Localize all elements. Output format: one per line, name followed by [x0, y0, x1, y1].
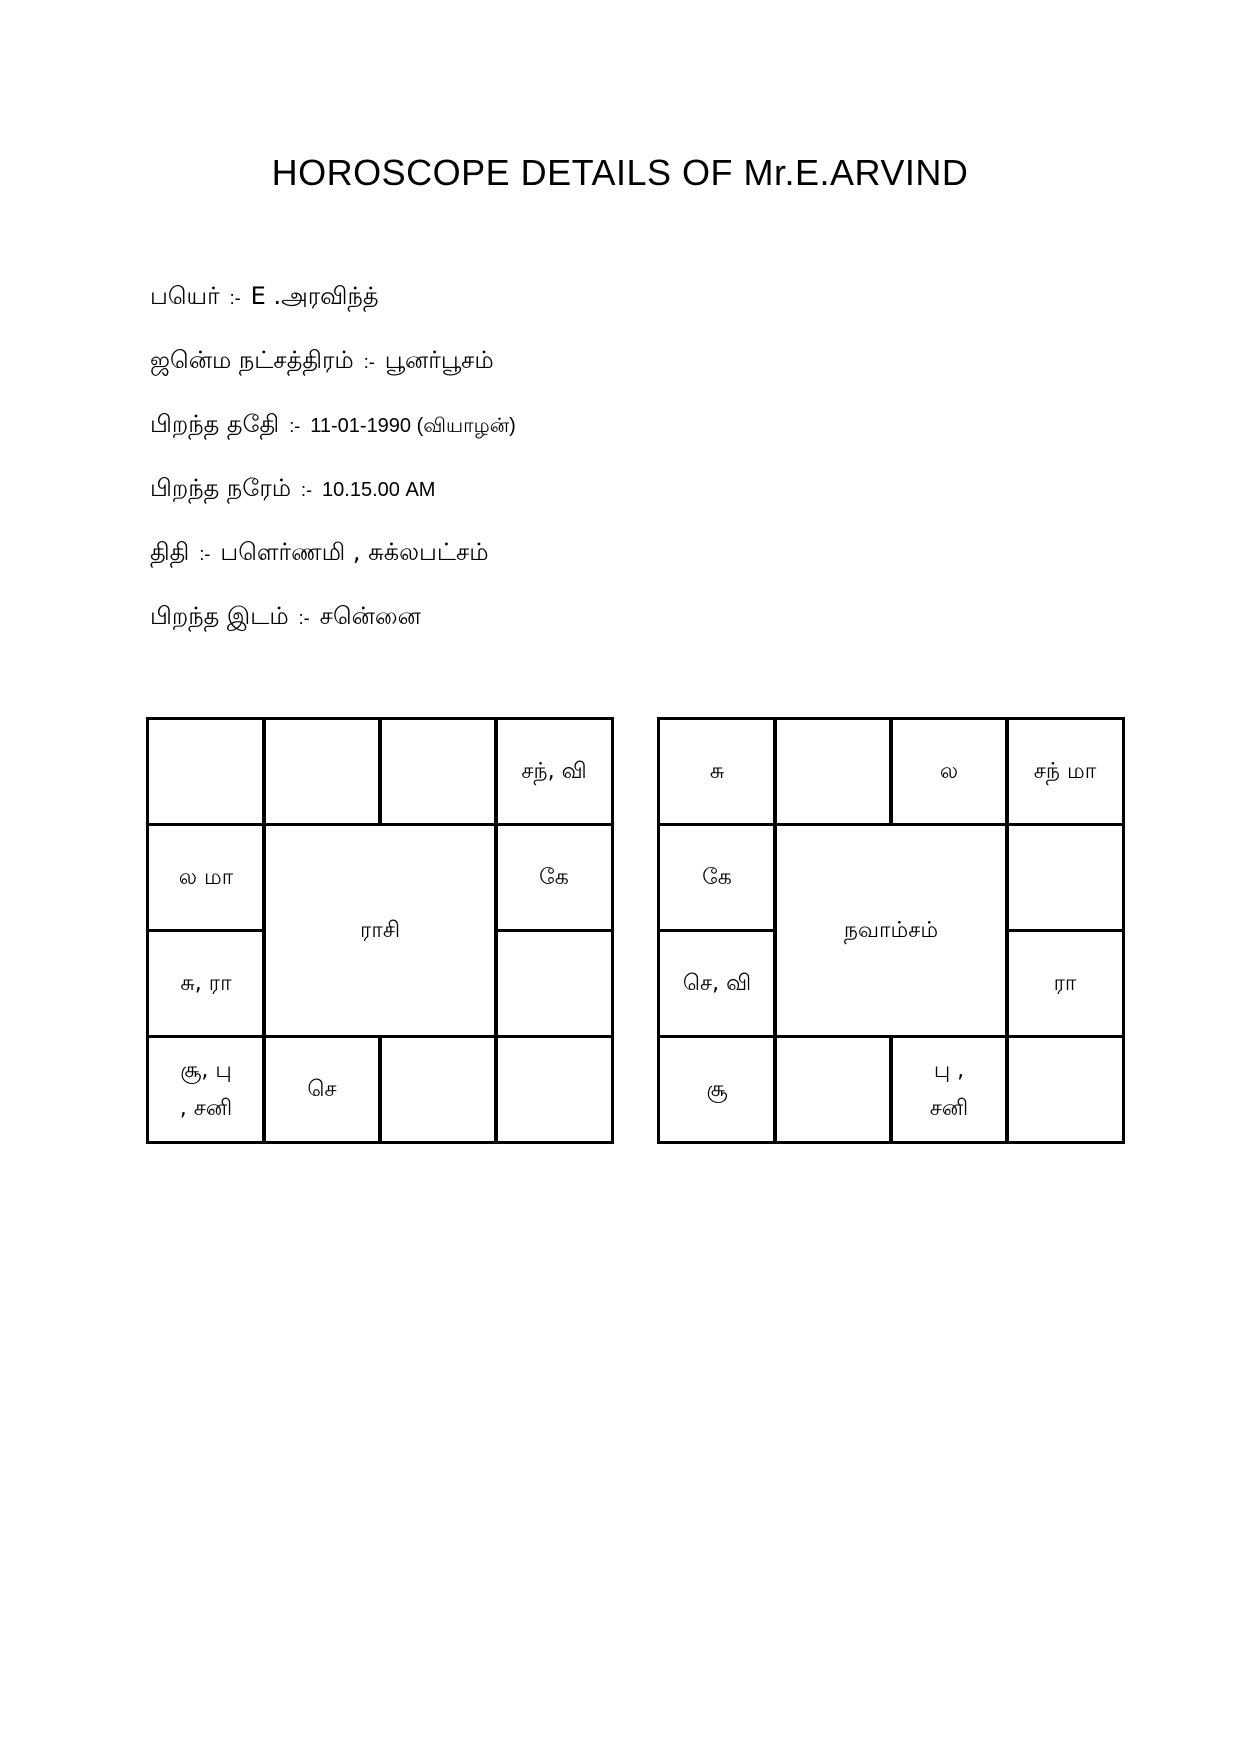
detail-thithi-row	[150, 536, 516, 600]
navamsam-house-cell: செ, வி	[657, 929, 777, 1038]
navamsam-chart	[657, 717, 1125, 1144]
detail-separator: :-	[363, 352, 375, 372]
rasi-house-cell: சூ, பு , சனி	[146, 1035, 266, 1144]
detail-star-row	[150, 344, 516, 408]
page-title: HOROSCOPE DETAILS OF Mr.E.ARVIND	[271, 152, 969, 193]
navamsam-house-cell: ல	[889, 717, 1009, 826]
navamsam-house-cell: பு , சனி	[889, 1035, 1009, 1144]
rasi-house-cell	[262, 717, 382, 826]
detail-value: சனெ்னை	[319, 602, 421, 630]
navamsam-house-cell: சூ	[657, 1035, 777, 1144]
rasi-house-cell: சந், வி	[494, 717, 614, 826]
detail-label: பிறந்த இடம்	[150, 602, 289, 630]
detail-value: பூனர்பூசம்	[384, 346, 494, 374]
detail-separator: :-	[289, 416, 301, 436]
rasi-house-cell: கே	[494, 823, 614, 932]
rasi-house-cell	[146, 717, 266, 826]
rasi-house-cell	[378, 717, 498, 826]
navamsam-house-cell: கே	[657, 823, 777, 932]
detail-label: பிறந்த நரேம்	[150, 474, 292, 502]
rasi-house-cell: செ	[262, 1035, 382, 1144]
detail-name-row	[150, 280, 516, 344]
rasi-house-cell	[378, 1035, 498, 1144]
navamsam-house-cell	[773, 717, 893, 826]
detail-label: பிறந்த ததேி	[150, 410, 280, 438]
rasi-house-cell: ல மா	[146, 823, 266, 932]
navamsam-house-cell: சு	[657, 717, 777, 826]
detail-label: பயெர்	[150, 282, 220, 310]
rasi-house-cell	[494, 929, 614, 1038]
detail-label: ஜனெ்ம நட்சத்திரம்	[150, 346, 354, 374]
navamsam-house-cell	[773, 1035, 893, 1144]
navamsam-house-cell: சந் மா	[1005, 717, 1125, 826]
detail-value: 11-01-1990 (வியாழன்)	[310, 415, 516, 437]
detail-value: E .அரவிந்த்	[250, 282, 379, 310]
detail-birth-date-row	[150, 408, 516, 472]
detail-value: பளெர்ணமி , சுக்லபட்சம்	[220, 538, 489, 566]
rasi-center-label: ராசி	[262, 823, 498, 1038]
rasi-house-cell	[494, 1035, 614, 1144]
rasi-house-cell: சு, ரா	[146, 929, 266, 1038]
rasi-chart	[146, 717, 614, 1144]
navamsam-house-cell: ரா	[1005, 929, 1125, 1038]
detail-value: 10.15.00 AM	[322, 479, 436, 501]
details-list	[150, 280, 516, 664]
detail-separator: :-	[301, 480, 313, 500]
detail-separator: :-	[229, 288, 241, 308]
detail-label: திதி	[150, 538, 190, 566]
detail-separator: :-	[199, 544, 211, 564]
navamsam-center-label: நவாம்சம்	[773, 823, 1009, 1038]
detail-separator: :-	[298, 608, 310, 628]
navamsam-house-cell	[1005, 823, 1125, 932]
detail-birth-place-row	[150, 600, 516, 664]
detail-birth-time-row	[150, 472, 516, 536]
navamsam-house-cell	[1005, 1035, 1125, 1144]
